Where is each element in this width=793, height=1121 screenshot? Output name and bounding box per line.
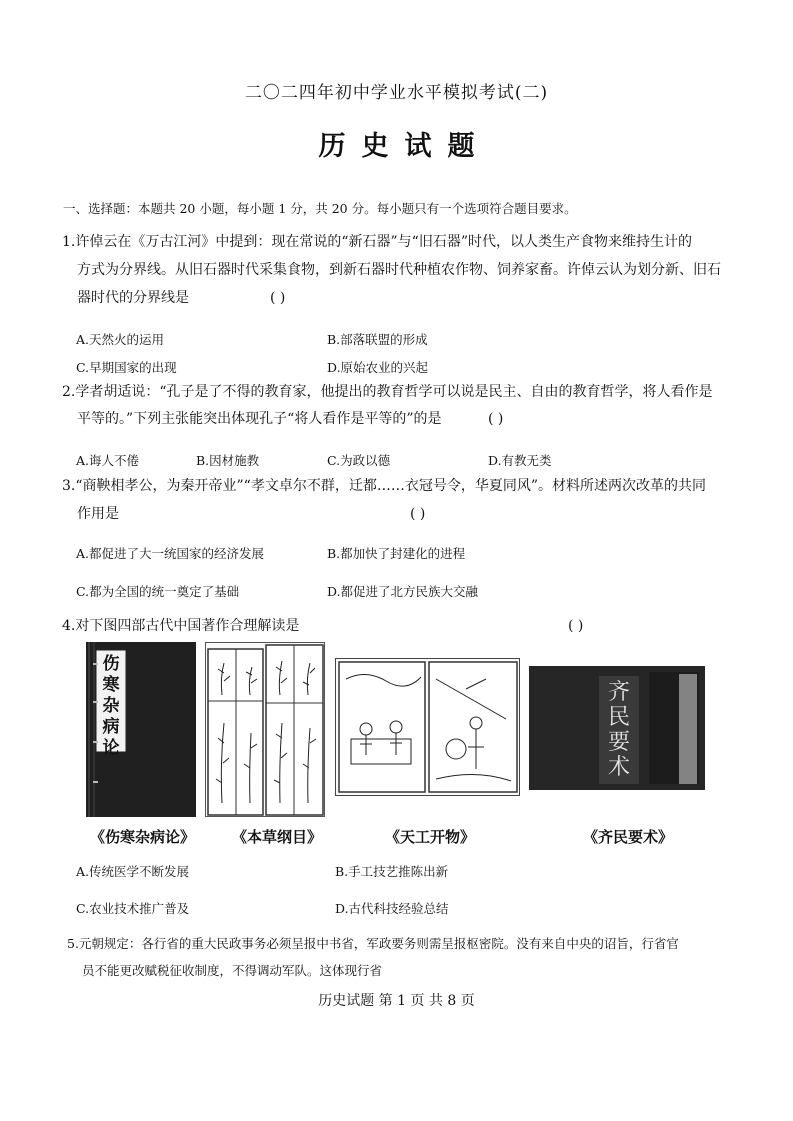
question-4-option-c: C.农业技术推广普及 bbox=[76, 901, 190, 916]
question-2-option-c: C.为政以德 bbox=[327, 453, 391, 468]
question-2-line-2: 平等的。”下列主张能突出体现孔子“将人看作是平等的”的是 bbox=[77, 411, 442, 427]
exam-title: 二〇二四年初中学业水平模拟考试(二) bbox=[244, 83, 549, 103]
question-1-line-2: 方式为分界线。从旧石器时代采集食物，到新石器时代种植农作物、饲养家畜。许倬云认为划分新、旧石 bbox=[77, 262, 721, 278]
question-3-option-a: A.都促进了大一统国家的经济发展 bbox=[76, 546, 265, 561]
image-caption-2: 《本草纲目》 bbox=[232, 828, 323, 846]
question-2-option-d: D.有教无类 bbox=[488, 453, 552, 468]
cover-title-text: 齐民要术 bbox=[607, 680, 630, 780]
question-2-answer-blank: ( ) bbox=[488, 411, 504, 427]
craft-illustration-image bbox=[335, 658, 520, 796]
question-3-option-d: D.都促进了北方民族大交融 bbox=[327, 584, 479, 599]
question-4-answer-blank: ( ) bbox=[568, 618, 584, 634]
question-4-option-b: B.手工技艺推陈出新 bbox=[335, 864, 449, 879]
image-caption-4: 《齐民要术》 bbox=[583, 828, 674, 846]
book-cover-image bbox=[529, 666, 705, 790]
question-3-option-c: C.都为全国的统一奠定了基础 bbox=[76, 584, 240, 599]
question-4-option-d: D.古代科技经验总结 bbox=[335, 901, 449, 916]
question-3-option-b: B.都加快了封建化的进程 bbox=[327, 546, 466, 561]
question-3-line-1: 3.“商鞅相孝公，为秦开帝业”“孝文卓尔不群，迁都……衣冠号令，华夏同风”。材料所述两次改革的共同 bbox=[62, 478, 706, 494]
subject-title: 历史试题 bbox=[318, 131, 491, 162]
question-1-line-1: 1.许倬云在《万古江河》中提到：现在常说的“新石器”与“旧石器”时代，以人类生产食物来维持生计的 bbox=[62, 234, 692, 250]
question-4-option-a: A.传统医学不断发展 bbox=[76, 864, 190, 879]
question-1-answer-blank: ( ) bbox=[270, 290, 286, 306]
question-4-line-1: 4.对下图四部古代中国著作合理解读是 bbox=[62, 618, 300, 634]
question-2-option-b: B.因材施教 bbox=[196, 453, 260, 468]
question-1-option-d: D.原始农业的兴起 bbox=[327, 360, 429, 375]
question-5-line-1: 5.元朝规定：各行省的重大民政事务必须呈报中书省，军政要务则需呈报枢密院。没有来自中央的诏旨，行省官 bbox=[67, 936, 679, 951]
question-1-line-3: 器时代的分界线是 bbox=[77, 290, 189, 306]
question-5-line-2: 员不能更改赋税征收制度，不得调动军队。这体现行省 bbox=[82, 963, 383, 978]
cover-title-text: 伤寒杂病论 bbox=[102, 654, 120, 758]
page-footer: 历史试题 第 1 页 共 8 页 bbox=[318, 993, 475, 1009]
question-1-option-c: C.早期国家的出现 bbox=[76, 360, 177, 375]
herbal-illustration-image bbox=[205, 642, 325, 817]
image-caption-3: 《天工开物》 bbox=[385, 828, 476, 846]
question-2-option-a: A.诲人不倦 bbox=[76, 453, 140, 468]
question-1-option-b: B.部落联盟的形成 bbox=[327, 332, 428, 347]
question-3-answer-blank: ( ) bbox=[410, 506, 426, 522]
question-3-line-2: 作用是 bbox=[77, 506, 119, 522]
image-caption-1: 《伤寒杂病论》 bbox=[90, 828, 196, 846]
question-2-line-1: 2.学者胡适说：“孔子是了不得的教育家，他提出的教育哲学可以说是民主、自由的教育哲学，将人看作是 bbox=[62, 384, 713, 400]
question-1-option-a: A.天然火的运用 bbox=[76, 332, 165, 347]
book-cover-image bbox=[86, 642, 196, 817]
section-instruction: 一、选择题：本题共 20 小题，每小题 1 分，共 20 分。每小题只有一个选项符合题目要求。 bbox=[63, 201, 577, 216]
